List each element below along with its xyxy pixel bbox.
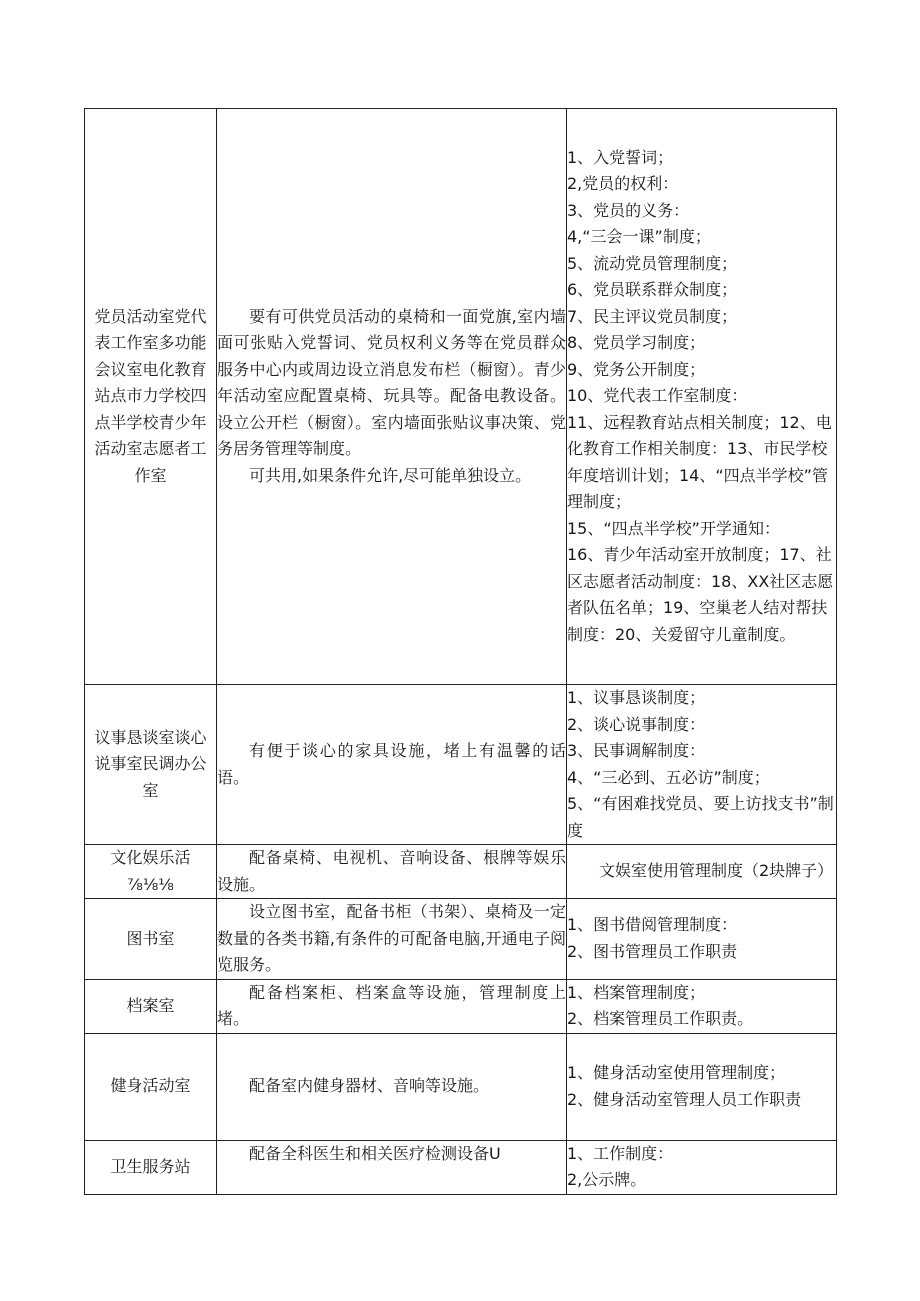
list-item: 2、图书管理员工作职责 <box>567 941 738 961</box>
requirement-text: 可共用,如果条件允许,尽可能单独设立。 <box>249 465 532 485</box>
list-item: 16、青少年活动室开放制度；17、社区志愿者活动制度：18、XX社区志愿者队伍名单；19、空巢老人结对帮扶制度：20、关爱留守儿童制度。 <box>567 545 834 644</box>
list-item: 1、图书借阅管理制度： <box>567 915 738 935</box>
list-item: 3、民事调解制度： <box>567 741 706 760</box>
room-name: 卫生服务站 <box>110 1156 191 1176</box>
room-name-cell <box>85 685 217 845</box>
requirement-text: 配备桌椅、电视机、音响设备、根牌等娱乐设施。 <box>217 848 566 894</box>
list-item: 1、档案管理制度； <box>567 982 706 1002</box>
systems-cell <box>567 1033 837 1140</box>
requirement-cell <box>217 685 567 845</box>
list-item: 4、“三必到、五必访”制度； <box>567 767 770 787</box>
room-name: 文化娱乐活⅞⅛⅛ <box>110 848 191 894</box>
room-name-cell <box>85 1140 217 1194</box>
requirement-text: 配备室内健身器材、音响等设施。 <box>249 1076 490 1096</box>
list-item: 文娱室使用管理制度（2块牌子） <box>599 861 834 881</box>
list-item: 1、工作制度： <box>567 1143 674 1163</box>
list-item: 7、民主评议党员制度； <box>567 306 738 326</box>
requirement-text: 要有可供党员活动的桌椅和一面党旗,室内墙面可张贴入党誓词、党员权利义务等在党员群众服务中心内或周边设立消息发布栏（橱窗）。青少年活动室应配置桌椅、玩具等。配备电教设备。设立公开栏（橱窗）。室内墙面张贴议事决策、党务居务管理等制度。 <box>217 306 566 459</box>
room-name-cell <box>85 845 217 899</box>
systems-cell <box>567 109 837 685</box>
list-item: 8、党员学习制度； <box>567 333 706 353</box>
list-item: 6、党员联系群众制度； <box>567 280 738 300</box>
list-item: 1、入党誓词； <box>567 147 674 167</box>
table-row <box>85 1140 837 1194</box>
list-item: 2、档案管理员工作职责。 <box>567 1009 754 1028</box>
list-item: 2、健身活动室管理人员工作职责 <box>567 1089 802 1109</box>
list-item: 1、议事恳谈制度； <box>567 688 706 707</box>
list-item: 3、党员的义务： <box>567 200 690 220</box>
table-row <box>85 109 837 685</box>
room-name: 党员活动室党代表工作室多功能会议室电化教育站点市力学校四点半学校青少年活动室志愿者工作室 <box>94 306 207 485</box>
requirement-text: 设立图书室，配备书柜（书架）、桌椅及一定数量的各类书籍,有条件的可配备电脑,开通电子阅览服务。 <box>217 902 566 974</box>
requirement-text: 配备档案柜、档案盒等设施，管理制度上堵。 <box>217 982 566 1028</box>
systems-cell <box>567 979 837 1033</box>
list-item: 5、“有困难找党员、要上访找支书”制度 <box>567 794 834 840</box>
room-name: 议事恳谈室谈心说事室民调办公室 <box>94 727 207 800</box>
systems-cell <box>567 845 837 899</box>
room-name-cell <box>85 1033 217 1140</box>
systems-cell <box>567 685 837 845</box>
table-row <box>85 685 837 845</box>
list-item: 10、党代表工作室制度： <box>567 386 748 406</box>
requirement-text: 有便于谈心的家具设施，堵上有温馨的话语。 <box>217 741 566 787</box>
list-item: 15、“四点半学校”开学通知： <box>567 518 780 538</box>
room-name-cell <box>85 109 217 685</box>
room-name: 健身活动室 <box>110 1076 191 1096</box>
list-item: 2、谈心说事制度： <box>567 714 706 734</box>
list-item: 2,党员的权利： <box>567 174 679 194</box>
facility-requirements-table <box>84 108 837 1195</box>
requirement-cell <box>217 899 567 980</box>
table-row <box>85 979 837 1033</box>
systems-cell <box>567 899 837 980</box>
table-row <box>85 899 837 980</box>
list-item: 1、健身活动室使用管理制度； <box>567 1063 786 1082</box>
room-name-cell <box>85 979 217 1033</box>
requirement-cell <box>217 979 567 1033</box>
room-name-cell <box>85 899 217 980</box>
requirement-text: 配备全科医生和相关医疗检测设备U <box>249 1143 501 1163</box>
systems-cell <box>567 1140 837 1194</box>
list-item: 2,公示牌。 <box>567 1170 647 1189</box>
list-item: 9、党务公开制度； <box>567 359 706 379</box>
room-name: 图书室 <box>126 928 175 948</box>
list-item: 4,“三会一课”制度； <box>567 227 711 247</box>
requirement-cell <box>217 109 567 685</box>
requirement-cell <box>217 1140 567 1194</box>
list-item: 11、远程教育站点相关制度；12、电化教育工作相关制度：13、市民学校年度培训计划；14、“四点半学校”管理制度； <box>567 412 832 512</box>
list-item: 5、流动党员管理制度； <box>567 253 738 273</box>
requirement-cell <box>217 1033 567 1140</box>
table-row <box>85 1033 837 1140</box>
room-name: 档案室 <box>126 995 175 1015</box>
table-row <box>85 845 837 899</box>
requirement-cell <box>217 845 567 899</box>
